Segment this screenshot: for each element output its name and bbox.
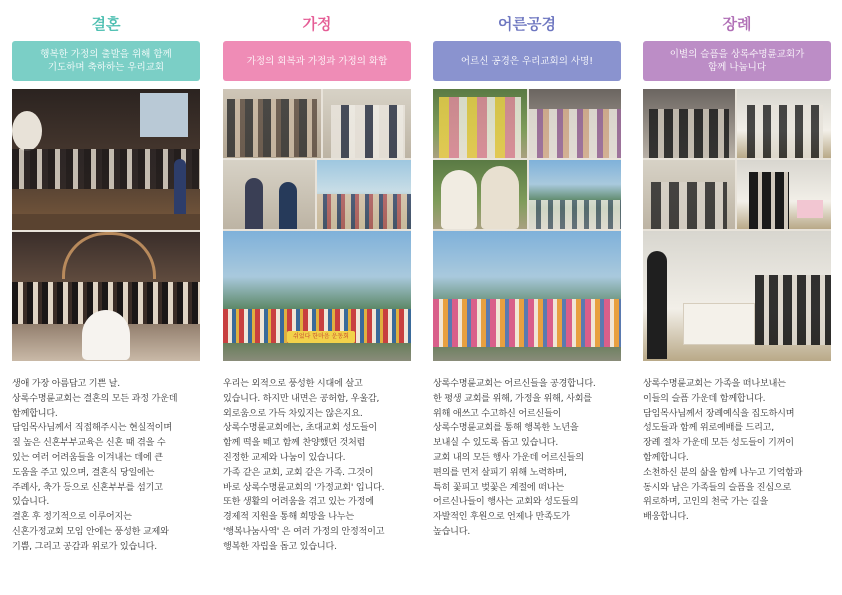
people-shape — [747, 105, 823, 158]
people-shape — [651, 182, 727, 229]
column-banner: 행복한 가정의 출발을 위해 함께 기도하며 축하하는 우리교회 — [12, 41, 200, 81]
column-elders — [433, 0, 621, 540]
mourners-photo — [737, 160, 831, 229]
column-body-text: 우리는 외적으로 풍성한 시대에 살고 있습니다. 하지만 내면은 공허함, 우울감, 외로움으로 가득 차있지는 않은지요. 상록수명륜교회에는, 초대교회 성도들이 함께 떡을 떼고 함께 찬양했던 것처럼 진정한 교제와 나눔이 있습니다. 가족 같은 교회, 교회 같은 가족. 그것이 바로 상록수명륜교회의 '가정교회' 입니다. 또한 생활의 어려움을 겪고 있는 가정에 경제적 지원을 통해 희망을 나누는 '행복나눔사역' 은 여러 가정의 안정적이고 행복한 자립을 돕고 있습니다. — [223, 379, 385, 552]
couple-photo — [223, 160, 315, 229]
funeral-service-photo — [643, 89, 735, 158]
people-shape — [749, 172, 789, 229]
family-portrait-photo — [323, 89, 411, 158]
column-banner: 가정의 회복과 가정과 가정의 화합 — [223, 41, 411, 81]
people-shape — [317, 194, 411, 229]
elders-group-photo — [529, 89, 621, 158]
choir-shape — [12, 149, 200, 189]
column-title: 어른공경 — [498, 15, 556, 33]
photo-collage — [643, 89, 831, 361]
column-body-text: 상록수명륜교회는 어르신들을 공경합니다. 한 평생 교회를 위해, 가정을 위해, 사회를 위해 애쓰고 수고하신 어르신들이 상록수명륜교회를 통해 행복한 노년을 보내실 수 있도록 돕고 있습니다. 교회 내의 모든 행사 가운데 어르신들의 편의를 먼저 살피기 위해 노력하며, 특히 꽃피고 벚꽃은 계절에 떠나는 어르신나들이 행사는 교회와 성도들의 자발적인 후원으로 언제나 만족도가 높습니다. — [433, 379, 596, 537]
event-banner: 쉬었다 한마음 운동회 — [287, 331, 355, 343]
coffin-shape — [683, 303, 755, 345]
outing-group-photo — [317, 160, 411, 229]
bride-shape — [82, 310, 130, 360]
figure-shape — [481, 166, 519, 229]
column-banner: 어르신 공경은 우리교회의 사명! — [433, 41, 621, 81]
screen-shape — [140, 93, 188, 137]
figure-shape — [174, 159, 186, 219]
figure-shape — [279, 182, 297, 229]
column-banner: 이별의 슬픔을 상록수명륜교회가 함께 나눕니다 — [643, 41, 831, 81]
sports-day-photo — [223, 231, 411, 361]
figure-shape — [245, 178, 263, 229]
memorial-room-photo — [643, 160, 735, 229]
mourners-shape — [755, 275, 831, 345]
column-family — [223, 0, 411, 555]
figure-shape — [441, 170, 477, 229]
flowers-shape — [797, 200, 823, 218]
people-shape — [529, 200, 621, 229]
crowd-shape — [433, 299, 621, 347]
people-shape — [227, 99, 317, 157]
photo-collage — [433, 89, 621, 361]
elders-closeup-photo — [433, 160, 527, 229]
people-shape — [649, 109, 729, 158]
column-title: 가정 — [302, 15, 332, 33]
arch-shape — [62, 232, 156, 279]
elders-forest-photo — [529, 160, 621, 229]
column-body-text: 상록수명륜교회는 가족을 떠나보내는 이들의 슬픔 가운데 함께합니다. 담임목사님께서 장례예식을 집도하시며 성도들과 함께 위로예배를 드리고, 장례 절차 가운데 모든 성도들이 기꺼이 함께합니다. 소천하신 분의 삶을 함께 나누고 기억함과 동시와 남은 가족들의 슬픔을 진심으로 위로하며, 고인의 천국 가는 길을 배웅합니다. — [643, 379, 803, 523]
elders-outing-photo — [433, 89, 527, 158]
flower-shape — [12, 111, 42, 151]
column-title: 결혼 — [91, 15, 121, 33]
family-group-photo — [223, 89, 321, 158]
photo-collage — [223, 89, 411, 361]
people-shape — [529, 109, 621, 158]
column-title: 장례 — [722, 15, 752, 33]
floor-shape — [12, 214, 200, 230]
pastor-shape — [647, 251, 667, 359]
funeral-procession-photo — [643, 231, 831, 361]
funeral-hall-photo — [737, 89, 831, 158]
wedding-group-photo — [12, 232, 200, 361]
photo-collage — [12, 89, 200, 361]
people-shape — [439, 97, 521, 158]
column-funeral — [643, 0, 831, 525]
elders-trip-photo — [433, 231, 621, 361]
wedding-ceremony-photo — [12, 89, 200, 230]
people-shape — [331, 105, 405, 158]
column-wedding — [12, 0, 200, 555]
column-body-text: 생애 가장 아름답고 기쁜 날. 상록수명륜교회는 결혼의 모든 과정 가운데 함께합니다. 담임목사님께서 직접해주시는 현실적이며 질 높은 신혼부부교육은 신혼 때 겪을 수 있는 여러 어려움들을 이겨내는 데에 큰 도움을 주고 있으며, 결혼식 당일에는 주례사, 축가 등으로 신혼부부를 섬기고 있습니다. 결혼 후 정기적으로 이루어지는 신혼가정교회 모임 안에는 풍성한 교제와 기쁨, 그리고 공감과 위로가 있습니다. — [12, 379, 178, 552]
